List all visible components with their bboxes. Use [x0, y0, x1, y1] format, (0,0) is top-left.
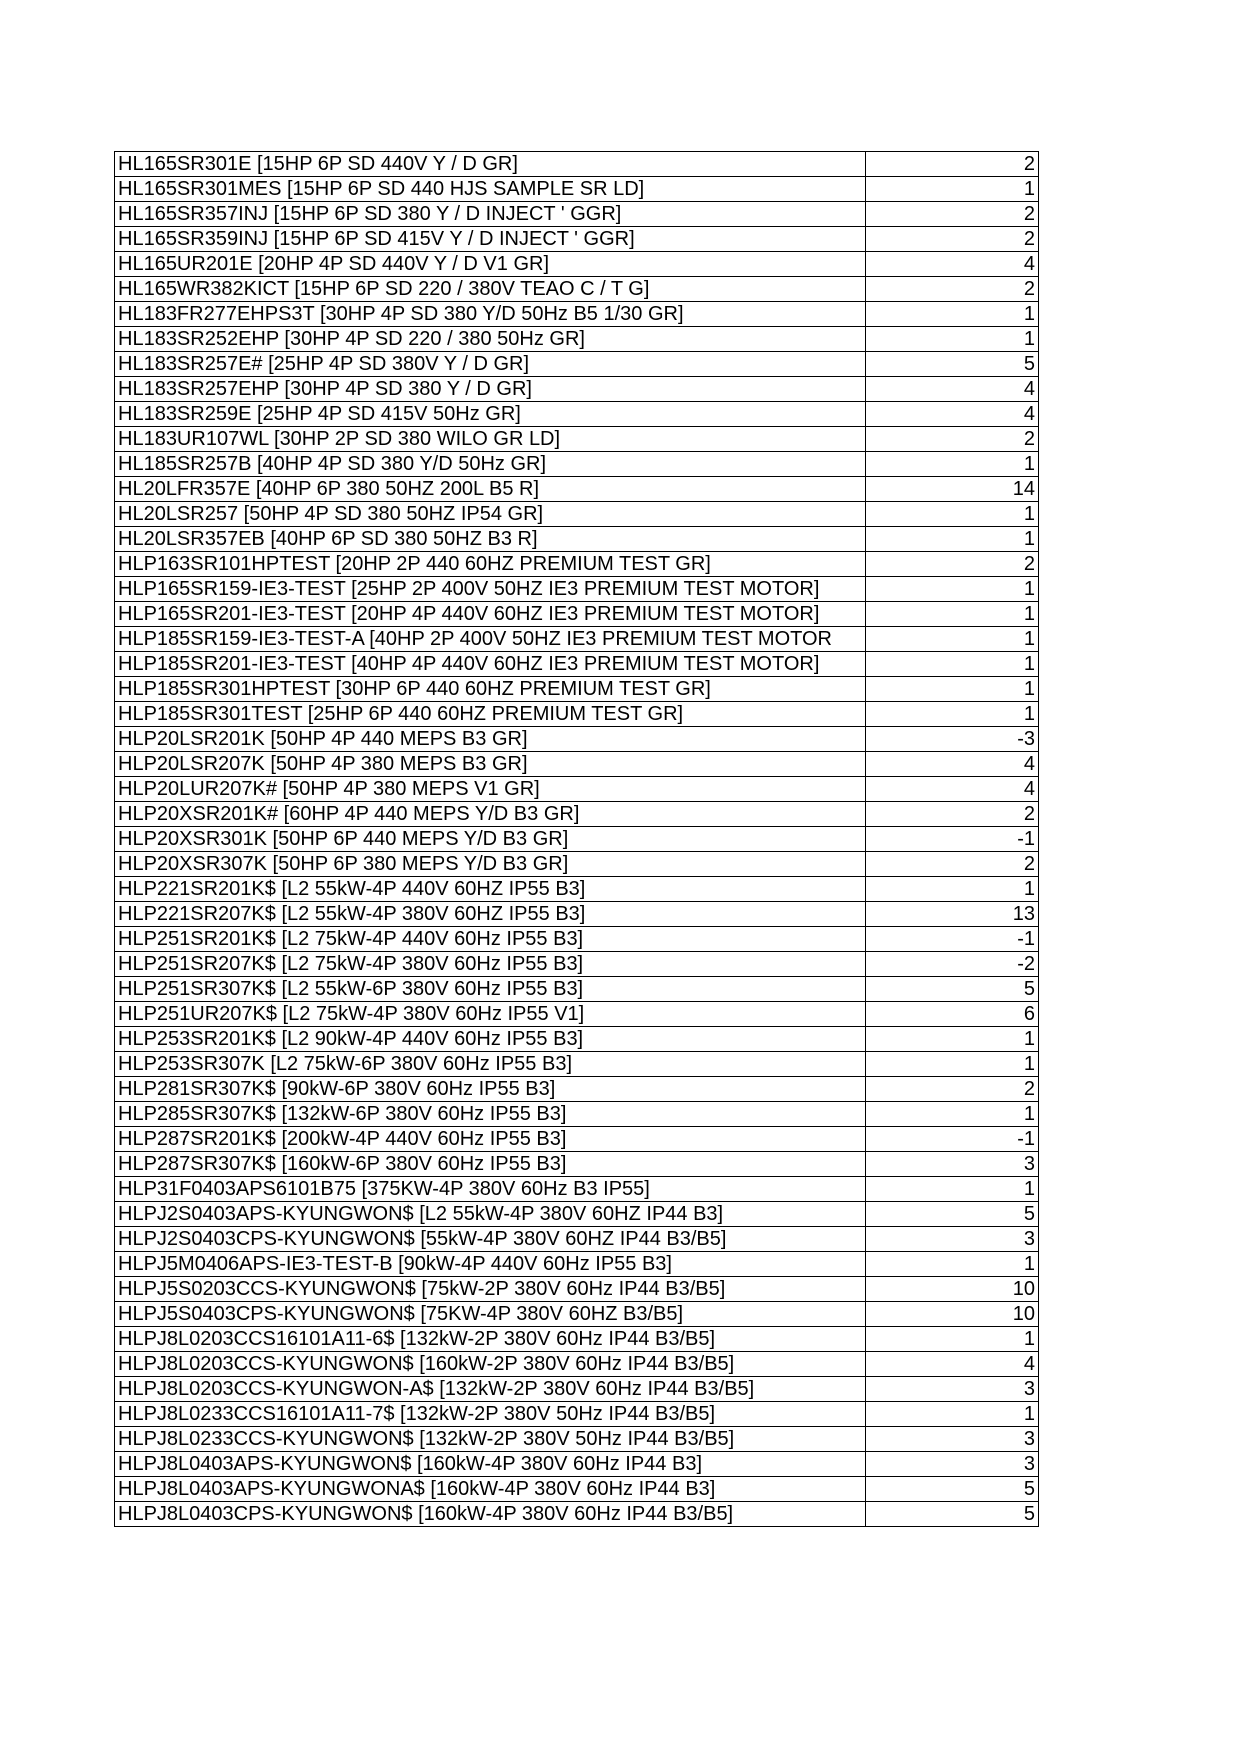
item-description-cell: HLP285SR307K$ [132kW-6P 380V 60Hz IP55 B3] [115, 1102, 866, 1127]
table-row [115, 627, 1039, 652]
quantity-cell: 1 [866, 177, 1039, 202]
quantity-cell: 1 [866, 1252, 1039, 1277]
table-row [115, 1127, 1039, 1152]
item-description-cell: HLPJ2S0403CPS-KYUNGWON$ [55kW-4P 380V 60HZ IP44 B3/B5] [115, 1227, 866, 1252]
table-row [115, 1452, 1039, 1477]
quantity-cell: 4 [866, 402, 1039, 427]
item-description-cell: HLP253SR307K [L2 75kW-6P 380V 60Hz IP55 B3] [115, 1052, 866, 1077]
table-row [115, 1252, 1039, 1277]
table-row [115, 1277, 1039, 1302]
item-description-cell: HLPJ5S0203CCS-KYUNGWON$ [75kW-2P 380V 60Hz IP44 B3/B5] [115, 1277, 866, 1302]
item-description-cell: HLP185SR159-IE3-TEST-A [40HP 2P 400V 50HZ IE3 PREMIUM TEST MOTOR [115, 627, 866, 652]
table-row [115, 452, 1039, 477]
quantity-cell: 2 [866, 227, 1039, 252]
table-row [115, 477, 1039, 502]
quantity-cell: 1 [866, 602, 1039, 627]
table-row [115, 202, 1039, 227]
quantity-cell: 2 [866, 552, 1039, 577]
table-row [115, 402, 1039, 427]
quantity-cell: 1 [866, 677, 1039, 702]
table-row [115, 577, 1039, 602]
table-row [115, 1352, 1039, 1377]
quantity-cell: 3 [866, 1377, 1039, 1402]
item-description-cell: HLP20XSR201K# [60HP 4P 440 MEPS Y/D B3 GR] [115, 802, 866, 827]
quantity-cell: 1 [866, 627, 1039, 652]
quantity-cell: 6 [866, 1002, 1039, 1027]
item-description-cell: HLP31F0403APS6101B75 [375KW-4P 380V 60Hz B3 IP55] [115, 1177, 866, 1202]
quantity-cell: 10 [866, 1277, 1039, 1302]
table-row [115, 602, 1039, 627]
table-row [115, 702, 1039, 727]
item-description-cell: HLP281SR307K$ [90kW-6P 380V 60Hz IP55 B3] [115, 1077, 866, 1102]
inventory-table-body [115, 152, 1039, 1527]
quantity-cell: 1 [866, 1027, 1039, 1052]
table-row [115, 1077, 1039, 1102]
quantity-cell: 3 [866, 1227, 1039, 1252]
quantity-cell: 1 [866, 1177, 1039, 1202]
table-row [115, 852, 1039, 877]
quantity-cell: 10 [866, 1302, 1039, 1327]
quantity-cell: -2 [866, 952, 1039, 977]
item-description-cell: HLPJ8L0233CCS16101A11-7$ [132kW-2P 380V 50Hz IP44 B3/B5] [115, 1402, 866, 1427]
quantity-cell: 1 [866, 327, 1039, 352]
table-row [115, 277, 1039, 302]
table-row [115, 552, 1039, 577]
table-row [115, 752, 1039, 777]
quantity-cell: 3 [866, 1152, 1039, 1177]
table-row [115, 302, 1039, 327]
item-description-cell: HL165UR201E [20HP 4P SD 440V Y / D V1 GR] [115, 252, 866, 277]
quantity-cell: 13 [866, 902, 1039, 927]
table-row [115, 527, 1039, 552]
table-row [115, 1052, 1039, 1077]
inventory-sheet [114, 151, 1038, 1527]
table-row [115, 777, 1039, 802]
item-description-cell: HLP251SR201K$ [L2 75kW-4P 440V 60Hz IP55 B3] [115, 927, 866, 952]
table-row [115, 1502, 1039, 1527]
table-row [115, 1377, 1039, 1402]
item-description-cell: HL183SR252EHP [30HP 4P SD 220 / 380 50Hz GR] [115, 327, 866, 352]
quantity-cell: 1 [866, 1052, 1039, 1077]
table-row [115, 652, 1039, 677]
quantity-cell: -1 [866, 827, 1039, 852]
item-description-cell: HLPJ8L0203CCS16101A11-6$ [132kW-2P 380V 60Hz IP44 B3/B5] [115, 1327, 866, 1352]
table-row [115, 227, 1039, 252]
quantity-cell: 1 [866, 577, 1039, 602]
item-description-cell: HLP20XSR301K [50HP 6P 440 MEPS Y/D B3 GR] [115, 827, 866, 852]
table-row [115, 327, 1039, 352]
table-row [115, 1177, 1039, 1202]
item-description-cell: HLP251SR207K$ [L2 75kW-4P 380V 60Hz IP55 B3] [115, 952, 866, 977]
item-description-cell: HLP221SR207K$ [L2 55kW-4P 380V 60HZ IP55 B3] [115, 902, 866, 927]
item-description-cell: HLPJ2S0403APS-KYUNGWON$ [L2 55kW-4P 380V 60HZ IP44 B3] [115, 1202, 866, 1227]
item-description-cell: HL185SR257B [40HP 4P SD 380 Y/D 50Hz GR] [115, 452, 866, 477]
item-description-cell: HLP221SR201K$ [L2 55kW-4P 440V 60HZ IP55 B3] [115, 877, 866, 902]
table-row [115, 1152, 1039, 1177]
item-description-cell: HLP165SR159-IE3-TEST [25HP 2P 400V 50HZ IE3 PREMIUM TEST MOTOR] [115, 577, 866, 602]
table-row [115, 977, 1039, 1002]
table-row [115, 952, 1039, 977]
item-description-cell: HLP251SR307K$ [L2 55kW-6P 380V 60Hz IP55 B3] [115, 977, 866, 1002]
quantity-cell: 1 [866, 652, 1039, 677]
table-row [115, 152, 1039, 177]
item-description-cell: HLP185SR301HPTEST [30HP 6P 440 60HZ PREMIUM TEST GR] [115, 677, 866, 702]
table-row [115, 1027, 1039, 1052]
table-row [115, 252, 1039, 277]
item-description-cell: HLPJ8L0233CCS-KYUNGWON$ [132kW-2P 380V 50Hz IP44 B3/B5] [115, 1427, 866, 1452]
table-row [115, 877, 1039, 902]
quantity-cell: 4 [866, 252, 1039, 277]
quantity-cell: 5 [866, 1202, 1039, 1227]
item-description-cell: HL183SR259E [25HP 4P SD 415V 50Hz GR] [115, 402, 866, 427]
item-description-cell: HLPJ8L0403APS-KYUNGWONA$ [160kW-4P 380V 60Hz IP44 B3] [115, 1477, 866, 1502]
item-description-cell: HLPJ8L0203CCS-KYUNGWON-A$ [132kW-2P 380V 60Hz IP44 B3/B5] [115, 1377, 866, 1402]
quantity-cell: 2 [866, 427, 1039, 452]
item-description-cell: HLP185SR301TEST [25HP 6P 440 60HZ PREMIUM TEST GR] [115, 702, 866, 727]
item-description-cell: HLP163SR101HPTEST [20HP 2P 440 60HZ PREMIUM TEST GR] [115, 552, 866, 577]
table-row [115, 1002, 1039, 1027]
item-description-cell: HLPJ8L0403APS-KYUNGWON$ [160kW-4P 380V 60Hz IP44 B3] [115, 1452, 866, 1477]
item-description-cell: HLP287SR307K$ [160kW-6P 380V 60Hz IP55 B3] [115, 1152, 866, 1177]
quantity-cell: 5 [866, 352, 1039, 377]
quantity-cell: 1 [866, 452, 1039, 477]
quantity-cell: 2 [866, 277, 1039, 302]
quantity-cell: 4 [866, 777, 1039, 802]
item-description-cell: HL20LSR357EB [40HP 6P SD 380 50HZ B3 R] [115, 527, 866, 552]
item-description-cell: HLP185SR201-IE3-TEST [40HP 4P 440V 60HZ IE3 PREMIUM TEST MOTOR] [115, 652, 866, 677]
quantity-cell: 2 [866, 1077, 1039, 1102]
table-row [115, 1402, 1039, 1427]
item-description-cell: HLP20XSR307K [50HP 6P 380 MEPS Y/D B3 GR] [115, 852, 866, 877]
quantity-cell: 4 [866, 1352, 1039, 1377]
item-description-cell: HLP20LSR207K [50HP 4P 380 MEPS B3 GR] [115, 752, 866, 777]
item-description-cell: HLP20LUR207K# [50HP 4P 380 MEPS V1 GR] [115, 777, 866, 802]
inventory-table [114, 151, 1039, 1527]
table-row [115, 927, 1039, 952]
table-row [115, 827, 1039, 852]
table-row [115, 177, 1039, 202]
quantity-cell: 4 [866, 752, 1039, 777]
quantity-cell: 1 [866, 502, 1039, 527]
table-row [115, 377, 1039, 402]
quantity-cell: 1 [866, 1402, 1039, 1427]
item-description-cell: HL165WR382KICT [15HP 6P SD 220 / 380V TEAO C / T G] [115, 277, 866, 302]
table-row [115, 677, 1039, 702]
item-description-cell: HLP253SR201K$ [L2 90kW-4P 440V 60Hz IP55 B3] [115, 1027, 866, 1052]
table-row [115, 1302, 1039, 1327]
quantity-cell: 1 [866, 1102, 1039, 1127]
item-description-cell: HLP165SR201-IE3-TEST [20HP 4P 440V 60HZ IE3 PREMIUM TEST MOTOR] [115, 602, 866, 627]
item-description-cell: HLP251UR207K$ [L2 75kW-4P 380V 60Hz IP55 V1] [115, 1002, 866, 1027]
quantity-cell: 1 [866, 1327, 1039, 1352]
item-description-cell: HL20LSR257 [50HP 4P SD 380 50HZ IP54 GR] [115, 502, 866, 527]
quantity-cell: 2 [866, 852, 1039, 877]
quantity-cell: -1 [866, 1127, 1039, 1152]
quantity-cell: 3 [866, 1427, 1039, 1452]
quantity-cell: 5 [866, 1502, 1039, 1527]
quantity-cell: 2 [866, 152, 1039, 177]
table-row [115, 352, 1039, 377]
quantity-cell: 14 [866, 477, 1039, 502]
item-description-cell: HL183FR277EHPS3T [30HP 4P SD 380 Y/D 50Hz B5 1/30 GR] [115, 302, 866, 327]
quantity-cell: 1 [866, 302, 1039, 327]
table-row [115, 1227, 1039, 1252]
quantity-cell: 1 [866, 877, 1039, 902]
quantity-cell: 5 [866, 977, 1039, 1002]
item-description-cell: HL183SR257EHP [30HP 4P SD 380 Y / D GR] [115, 377, 866, 402]
quantity-cell: 2 [866, 802, 1039, 827]
table-row [115, 427, 1039, 452]
item-description-cell: HL165SR359INJ [15HP 6P SD 415V Y / D INJECT ' GGR] [115, 227, 866, 252]
table-row [115, 802, 1039, 827]
table-row [115, 1327, 1039, 1352]
table-row [115, 902, 1039, 927]
quantity-cell: 1 [866, 527, 1039, 552]
quantity-cell: 2 [866, 202, 1039, 227]
table-row [115, 727, 1039, 752]
table-row [115, 502, 1039, 527]
table-row [115, 1427, 1039, 1452]
item-description-cell: HL165SR301MES [15HP 6P SD 440 HJS SAMPLE SR LD] [115, 177, 866, 202]
item-description-cell: HLP20LSR201K [50HP 4P 440 MEPS B3 GR] [115, 727, 866, 752]
item-description-cell: HLPJ5S0403CPS-KYUNGWON$ [75KW-4P 380V 60HZ B3/B5] [115, 1302, 866, 1327]
item-description-cell: HLP287SR201K$ [200kW-4P 440V 60Hz IP55 B3] [115, 1127, 866, 1152]
item-description-cell: HLPJ8L0403CPS-KYUNGWON$ [160kW-4P 380V 60Hz IP44 B3/B5] [115, 1502, 866, 1527]
item-description-cell: HL183SR257E# [25HP 4P SD 380V Y / D GR] [115, 352, 866, 377]
item-description-cell: HL20LFR357E [40HP 6P 380 50HZ 200L B5 R] [115, 477, 866, 502]
table-row [115, 1102, 1039, 1127]
quantity-cell: 3 [866, 1452, 1039, 1477]
item-description-cell: HL165SR301E [15HP 6P SD 440V Y / D GR] [115, 152, 866, 177]
table-row [115, 1477, 1039, 1502]
quantity-cell: -3 [866, 727, 1039, 752]
table-row [115, 1202, 1039, 1227]
item-description-cell: HL183UR107WL [30HP 2P SD 380 WILO GR LD] [115, 427, 866, 452]
item-description-cell: HL165SR357INJ [15HP 6P SD 380 Y / D INJECT ' GGR] [115, 202, 866, 227]
quantity-cell: -1 [866, 927, 1039, 952]
item-description-cell: HLPJ5M0406APS-IE3-TEST-B [90kW-4P 440V 60Hz IP55 B3] [115, 1252, 866, 1277]
quantity-cell: 4 [866, 377, 1039, 402]
item-description-cell: HLPJ8L0203CCS-KYUNGWON$ [160kW-2P 380V 60Hz IP44 B3/B5] [115, 1352, 866, 1377]
quantity-cell: 5 [866, 1477, 1039, 1502]
quantity-cell: 1 [866, 702, 1039, 727]
